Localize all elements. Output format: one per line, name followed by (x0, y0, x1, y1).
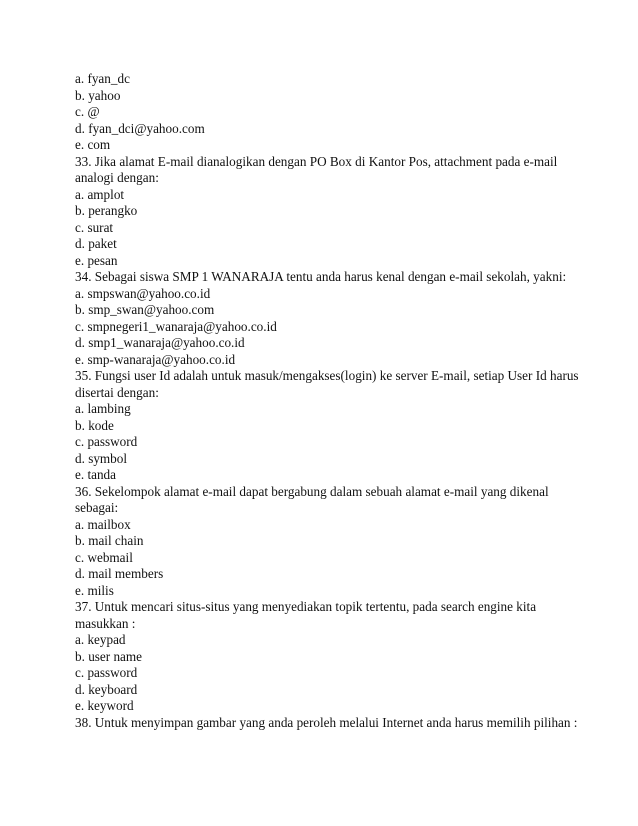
text-line: d. fyan_dci@yahoo.com (75, 120, 205, 136)
text-line: b. mail chain (75, 533, 144, 548)
text-line: b. perangko (75, 203, 138, 218)
text-line: e. tanda (75, 467, 117, 482)
text-line: analogi dengan: (75, 170, 159, 185)
text-line: a. lambing (75, 401, 131, 416)
text-line: c. webmail (75, 549, 133, 565)
question-33: 33. Jika alamat E-mail dianalogikan dengan PO Box di Kantor Pos, attachment pada e-mail (75, 153, 558, 169)
question-36: 36. Sekelompok alamat e-mail dapat bergabung dalam sebuah alamat e-mail yang dikenal (75, 483, 549, 499)
text-line: c. surat (75, 219, 114, 235)
text-line: d. keyboard (75, 681, 138, 697)
text-line: d. symbol (75, 450, 128, 466)
text-line: e. com (75, 137, 111, 152)
text-line: d. paket (75, 236, 117, 251)
text-line: sebagai: (75, 500, 119, 515)
text-line: a. fyan_dc (75, 71, 130, 86)
text-line: c. @ (75, 104, 100, 119)
text-line: c. smpnegeri1_wanaraja@yahoo.co.id (75, 318, 277, 334)
document-text (75, 71, 579, 731)
text-line: b. yahoo (75, 87, 121, 103)
text-line: c. password (75, 665, 138, 680)
text-line: c. password (75, 434, 138, 449)
text-line: d. mail members (75, 566, 164, 581)
text-line: masukkan : (75, 615, 136, 631)
text-line: e. smp-wanaraja@yahoo.co.id (75, 351, 236, 367)
text-line: a. amplot (75, 186, 125, 202)
text-line: a. mailbox (75, 516, 131, 532)
text-line: b. smp_swan@yahoo.com (75, 302, 215, 317)
text-line: d. smp1_wanaraja@yahoo.co.id (75, 335, 245, 350)
text-line: e. pesan (75, 252, 118, 268)
text-line: disertai dengan: (75, 384, 159, 400)
text-line: e. keyword (75, 698, 134, 713)
text-line: b. kode (75, 417, 114, 433)
text-line: e. milis (75, 582, 114, 598)
text-line: a. smpswan@yahoo.co.id (75, 285, 211, 301)
text-line: b. user name (75, 648, 143, 664)
question-37: 37. Untuk mencari situs-situs yang menyediakan topik tertentu, pada search engine kita (75, 599, 537, 614)
text-line: a. keypad (75, 632, 126, 647)
question-35: 35. Fungsi user Id adalah untuk masuk/mengakses(login) ke server E-mail, setiap User Id harus (75, 368, 579, 383)
question-34: 34. Sebagai siswa SMP 1 WANARAJA tentu anda harus kenal dengan e-mail sekolah, yakni: (75, 269, 567, 284)
question-38: 38. Untuk menyimpan gambar yang anda peroleh melalui Internet anda harus memilih pilihan : (75, 714, 578, 730)
